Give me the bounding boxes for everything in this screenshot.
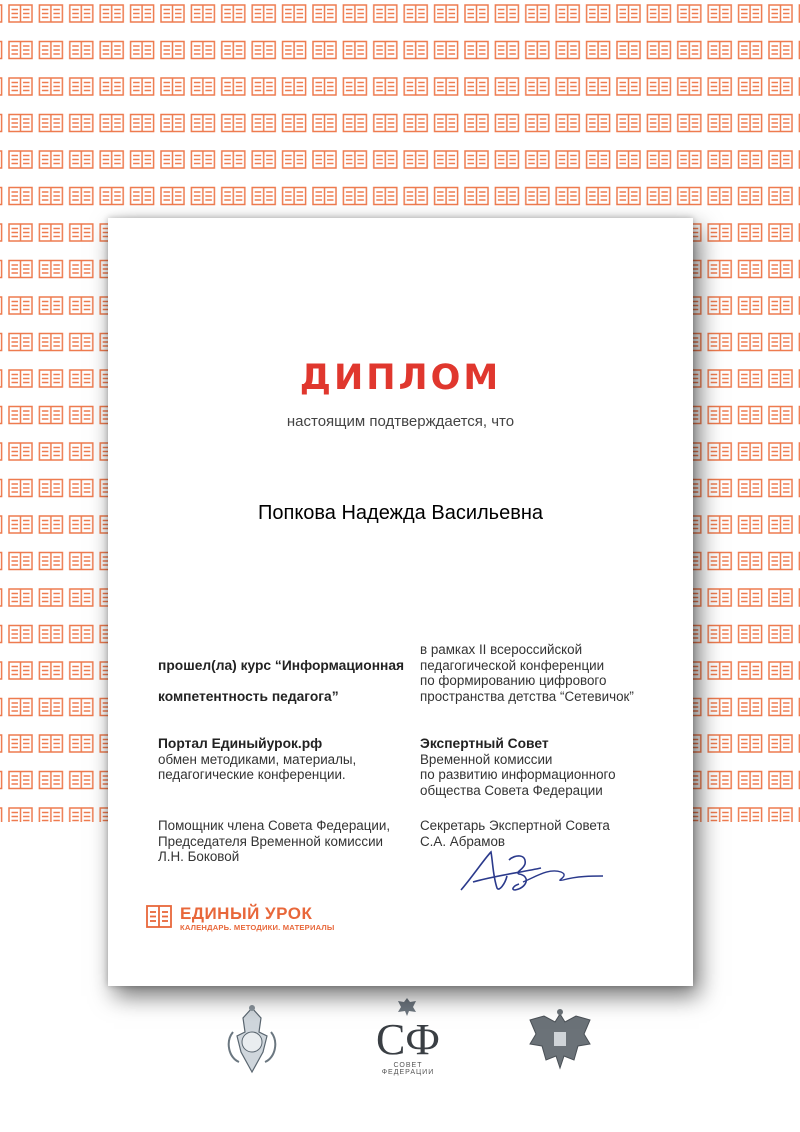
diploma-title: ДИПЛОМ bbox=[299, 358, 502, 398]
eagle-coat-of-arms-icon bbox=[524, 1004, 596, 1074]
course-line-1: прошел(ла) курс “Информационная bbox=[158, 657, 405, 673]
diploma-sheet bbox=[108, 218, 693, 986]
council-title: Экспертный Совет bbox=[420, 736, 549, 751]
sf-caption: СОВЕТ ФЕДЕРАЦИИ bbox=[381, 1062, 435, 1076]
course-line-2: компетентность педагога” bbox=[158, 688, 339, 704]
logo-name: ЕДИНЫЙ УРОК bbox=[180, 904, 313, 923]
conference-text: в рамках II всероссийской педагогической конференции по формированию цифрового пространства детства “Сетевичок” bbox=[420, 642, 634, 704]
assistant-text: Помощник члена Совета Федерации, Председателя Временной комиссии Л.Н. Боковой bbox=[158, 818, 391, 865]
council-block bbox=[420, 736, 616, 798]
course-block bbox=[158, 642, 404, 720]
portal-block bbox=[158, 736, 356, 783]
signature bbox=[453, 846, 613, 902]
council-description: Временной комиссии по развитию информационного общества Совета Федерации bbox=[420, 751, 616, 798]
logo-tagline: КАЛЕНДАРЬ. МЕТОДИКИ. МАТЕРИАЛЫ bbox=[180, 923, 335, 932]
footer-logos bbox=[0, 990, 800, 1132]
diploma-subtitle: настоящим подтверждается, что bbox=[286, 413, 515, 430]
emblem-crest-icon bbox=[223, 1002, 281, 1080]
book-logo-icon bbox=[146, 904, 172, 930]
recipient-name: Попкова Надежда Васильевна bbox=[257, 502, 543, 524]
sf-letters: СФ bbox=[375, 1015, 441, 1064]
secretary-text: Секретарь Экспертной Совета С.А. Абрамов bbox=[420, 818, 610, 849]
portal-title: Портал Единыйурок.рф bbox=[158, 736, 323, 751]
portal-description: обмен методиками, материалы, педагогические конференции. bbox=[158, 751, 357, 783]
